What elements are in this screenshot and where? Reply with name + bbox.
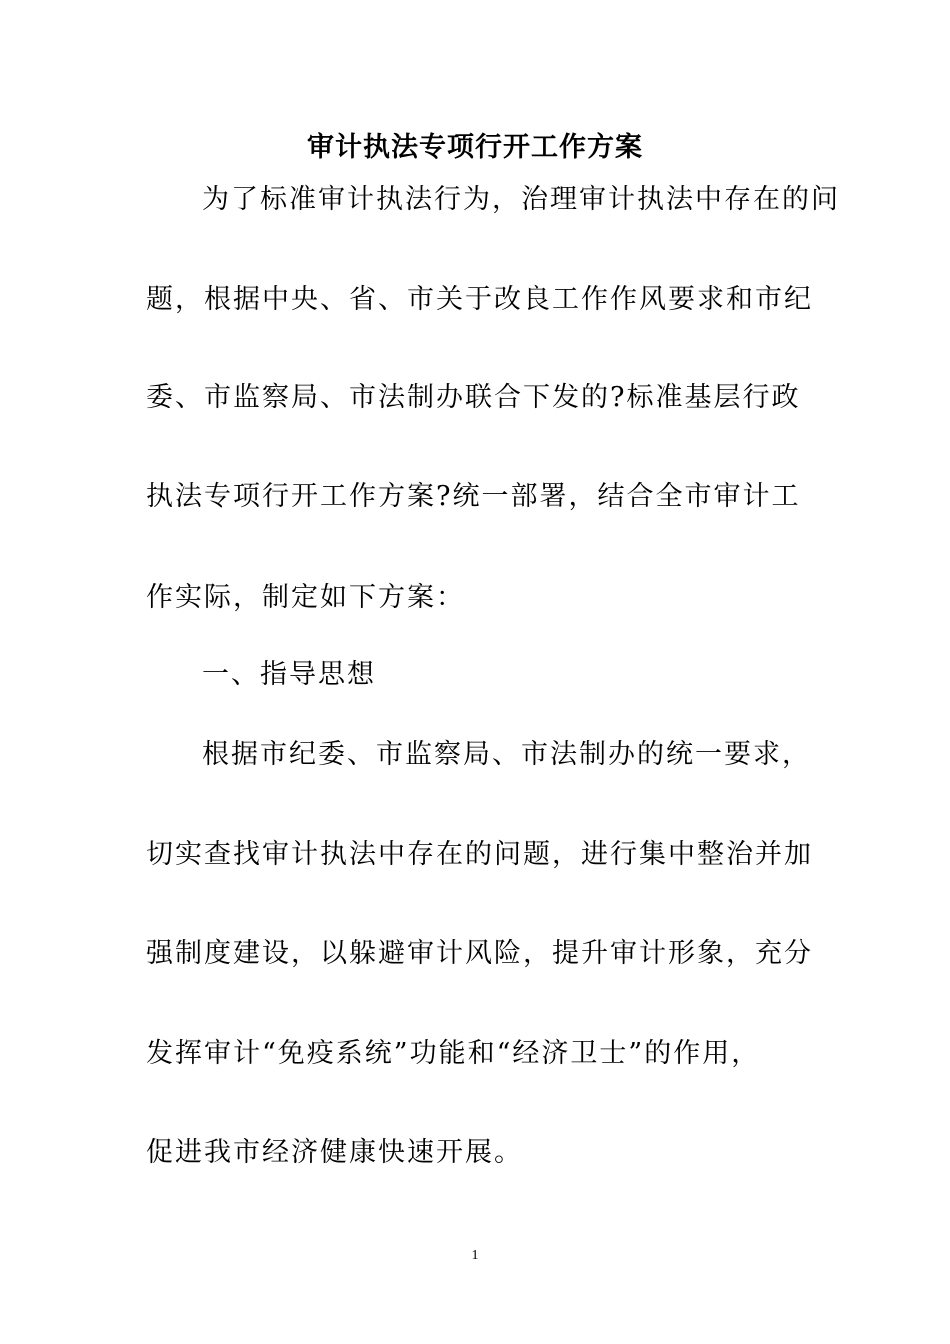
paragraph-line: 题，根据中央、省、市关于改良工作作风要求和市纪: [146, 284, 813, 315]
paragraph-line: 发挥审计“免疫系统”功能和“经济卫士”的作用，: [146, 1038, 761, 1069]
paragraph-line: 委、市监察局、市法制办联合下发的?标准基层行政: [146, 382, 801, 413]
paragraph-line: 为了标准审计执法行为，治理审计执法中存在的问: [202, 184, 840, 215]
paragraph-line: 执法专项行开工作方案?统一部署，结合全市审计工: [146, 481, 801, 512]
paragraph-line: 切实查找审计执法中存在的问题，进行集中整治并加: [146, 839, 813, 870]
page-number: 1: [471, 1248, 479, 1263]
document-title: 审计执法专项行开工作方案: [307, 132, 643, 163]
section-heading: 一、指导思想: [202, 659, 376, 690]
paragraph-line: 强制度建设，以躲避审计风险，提升审计形象，充分: [146, 938, 813, 969]
paragraph-line: 根据市纪委、市监察局、市法制办的统一要求，: [202, 739, 811, 770]
paragraph-line: 促进我市经济健康快速开展。: [146, 1137, 523, 1168]
paragraph-line: 作实际，制定如下方案：: [146, 582, 465, 613]
